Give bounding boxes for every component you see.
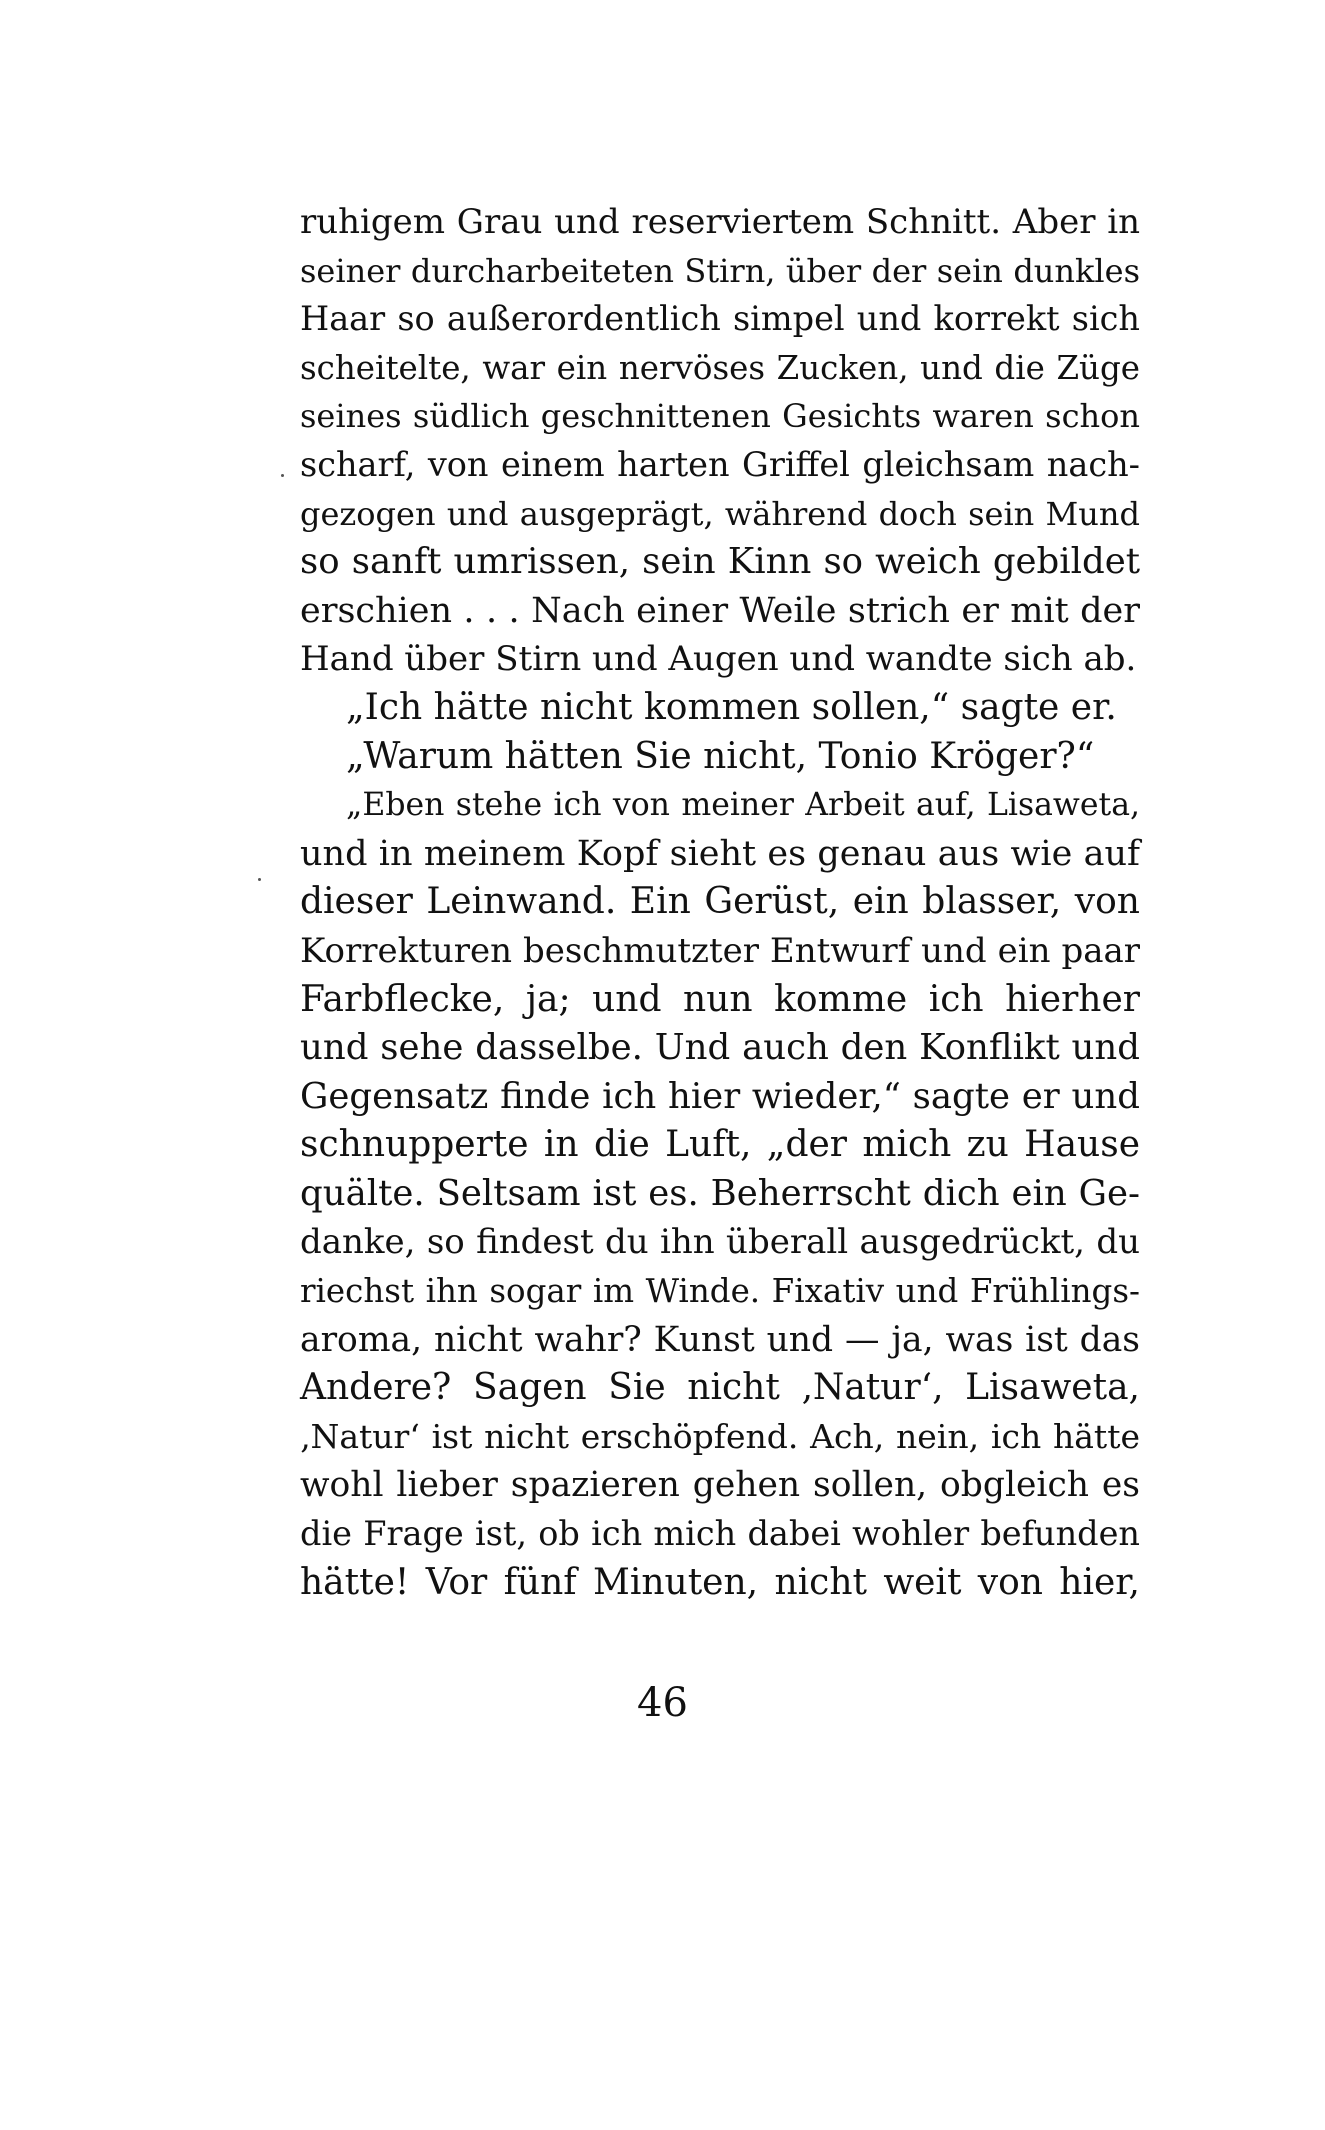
text-line: ‚Natur‘ ist nicht erschöpfend. Ach, nein, ich hätte	[300, 1416, 1140, 1456]
text-line: Gegensatz finde ich hier wieder,“ sagte er und	[300, 1075, 1140, 1117]
text-line: so sanft umrissen, sein Kinn so weich gebildet	[300, 541, 1140, 583]
text-line: danke, so findest du ihn überall ausgedrückt, du	[300, 1222, 1140, 1263]
text-line: erschien . . . Nach einer Weile strich er mit der	[300, 590, 1140, 631]
text-line: Haar so außerordentlich simpel und korrekt sich	[300, 299, 1140, 339]
text-line: Andere? Sagen Sie nicht ‚Natur‘, Lisaweta,	[300, 1367, 1140, 1409]
text-line: scharf, von einem harten Griffel gleichsam nach-	[300, 444, 1140, 484]
text-line: scheitelte, war ein nervöses Zucken, und die Züge	[300, 348, 1140, 387]
text-line: und in meinem Kopf sieht es genau aus wie auf	[300, 833, 1140, 874]
text-line: ruhigem Grau und reserviertem Schnitt. Aber in	[300, 202, 1140, 242]
text-line: dieser Leinwand. Ein Gerüst, ein blasser, von	[300, 881, 1140, 923]
text-line: „Warum hätten Sie nicht, Tonio Kröger?“	[346, 735, 1095, 777]
paper-speck	[281, 474, 284, 477]
text-line: hätte! Vor fünf Minuten, nicht weit von hier,	[300, 1561, 1140, 1603]
text-line: Korrekturen beschmutzter Entwurf und ein paar	[300, 930, 1140, 971]
text-line: Hand über Stirn und Augen und wandte sich ab.	[300, 639, 1137, 680]
text-line: schnupperte in die Luft, „der mich zu Hause	[300, 1124, 1140, 1166]
text-line: gezogen und ausgeprägt, während doch sein Mund	[300, 494, 1140, 533]
text-line: seines südlich geschnittenen Gesichts waren schon	[300, 397, 1140, 436]
body-text	[300, 198, 1140, 1607]
text-line: riechst ihn sogar im Winde. Fixativ und Frühlings-	[300, 1272, 1140, 1311]
text-line: quälte. Seltsam ist es. Beherrscht dich ein Ge-	[300, 1172, 1140, 1214]
text-line: Farbflecke, ja; und nun komme ich hierher	[300, 978, 1140, 1020]
text-line: „Ich hätte nicht kommen sollen,“ sagte er.	[346, 686, 1117, 728]
text-line: wohl lieber spazieren gehen sollen, obgleich es	[300, 1465, 1140, 1506]
page-number: 46	[637, 1680, 688, 1726]
paper-speck	[258, 878, 261, 881]
text-line: „Eben stehe ich von meiner Arbeit auf, Lisaweta,	[346, 787, 1140, 824]
text-line: die Frage ist, ob ich mich dabei wohler befunden	[300, 1514, 1140, 1554]
text-line: und sehe dasselbe. Und auch den Konflikt und	[300, 1027, 1140, 1069]
text-line: seiner durcharbeiteten Stirn, über der sein dunkles	[300, 251, 1140, 290]
text-line: aroma, nicht wahr? Kunst und — ja, was ist das	[300, 1319, 1140, 1360]
